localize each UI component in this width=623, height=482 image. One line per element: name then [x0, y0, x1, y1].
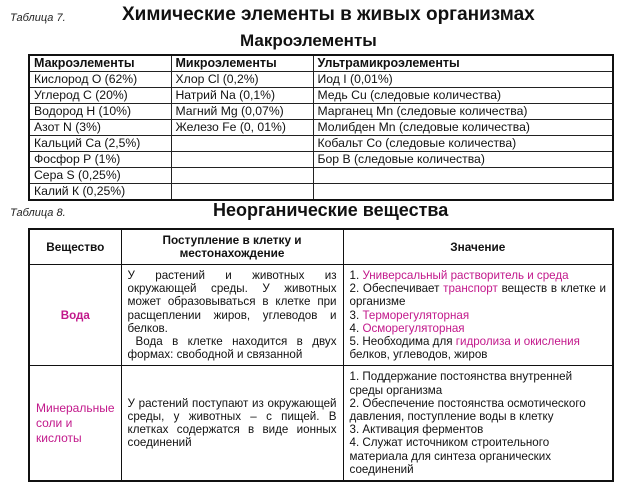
- meaning-minerals: [343, 366, 613, 481]
- header-intake: Поступление в клетку и местонахождение: [121, 229, 343, 265]
- intake-minerals: У растений поступают из окружающей среды, у животных – с пищей. В клетках содержатся в виде ионных соединений: [121, 366, 343, 481]
- meaning-text: белков, углеводов, жиров: [349, 348, 488, 362]
- substance-minerals: Минеральные соли и кислоты: [29, 366, 121, 481]
- meaning-highlight: Осморегуляторная: [362, 321, 465, 335]
- table-cell: Кобальт Co (следовые количества): [313, 136, 613, 152]
- table-row: [29, 152, 613, 168]
- table-cell: Молибден Mn (следовые количества): [313, 120, 613, 136]
- table-cell: [313, 184, 613, 201]
- meaning-item: [350, 282, 606, 308]
- inorganic-table: [28, 228, 614, 482]
- intake-water-forms: Вода в клетке находится в двух формах: свободной и связанной: [127, 335, 337, 362]
- table-cell: Кальций Са (2,5%): [29, 136, 171, 152]
- meaning-highlight: Терморегуляторная: [362, 308, 470, 322]
- table-cell: Водород Н (10%): [29, 104, 171, 120]
- table-row-water: [29, 265, 613, 366]
- table-row: [29, 184, 613, 201]
- table-cell: [171, 152, 313, 168]
- table-cell: Медь Cu (следовые количества): [313, 88, 613, 104]
- header-substance: Вещество: [29, 229, 121, 265]
- table-header-row: [29, 229, 613, 265]
- table-row: [29, 136, 613, 152]
- header-micro: Микроэлементы: [171, 55, 313, 72]
- meaning-water: [343, 265, 613, 366]
- meaning-item: [350, 269, 606, 282]
- table-cell: [313, 168, 613, 184]
- meaning-item: [350, 322, 606, 335]
- table-row: [29, 120, 613, 136]
- meaning-item: [350, 309, 606, 322]
- meaning-highlight: Универсальный растворитель и среда: [362, 269, 569, 282]
- table-row: [29, 168, 613, 184]
- table-cell: Хлор Cl (0,2%): [171, 72, 313, 88]
- table-row-minerals: [29, 366, 613, 481]
- table-row: [29, 72, 613, 88]
- table7-label: Таблица 7.: [10, 12, 66, 24]
- meaning-text: 2. Обеспечивает: [349, 282, 440, 296]
- substance-water: Вода: [29, 265, 121, 366]
- header-meaning: Значение: [343, 229, 613, 265]
- table8-label: Таблица 8.: [10, 207, 66, 219]
- table-cell: Марганец Mn (следовые количества): [313, 104, 613, 120]
- table-cell: Магний Mg (0,07%): [171, 104, 313, 120]
- header-macro: Макроэлементы: [29, 55, 171, 72]
- table-cell: [171, 136, 313, 152]
- table-cell: Углерод С (20%): [29, 88, 171, 104]
- item-number: 4.: [349, 321, 360, 335]
- table-header-row: [29, 55, 613, 72]
- table-cell: Калий К (0,25%): [29, 184, 171, 201]
- table-cell: Иод I (0,01%): [313, 72, 613, 88]
- table-cell: Фосфор Р (1%): [29, 152, 171, 168]
- item-number: 3.: [349, 308, 360, 322]
- table-cell: [171, 168, 313, 184]
- meaning-item: [350, 335, 606, 361]
- meaning-highlight: гидролиза и окисления: [455, 335, 580, 349]
- table-cell: Железо Fe (0, 01%): [171, 120, 313, 136]
- table8-title: Неорганические вещества: [213, 200, 449, 220]
- meaning-item: 1. Поддержание постоянства внутренней среды организма: [349, 370, 573, 397]
- meaning-text: веществ в клетке и организме: [349, 282, 606, 309]
- table-row: [29, 104, 613, 120]
- table-row: [29, 88, 613, 104]
- item-number: 1.: [349, 269, 360, 282]
- elements-table: [28, 54, 614, 201]
- header-ultramicro: Ультрамикроэлементы: [313, 55, 613, 72]
- table-cell: Натрий Na (0,1%): [171, 88, 313, 104]
- table7-title: Химические элементы в живых организмах: [122, 4, 535, 25]
- table-cell: Бор B (следовые количества): [313, 152, 613, 168]
- table-cell: [171, 184, 313, 201]
- intake-water: [121, 265, 343, 366]
- meaning-highlight: транспорт: [443, 282, 498, 296]
- meaning-item: 2. Обеспечение постоянства осмотического давления, поступление воды в клетку: [349, 396, 586, 424]
- meaning-item: 3. Активация ферментов: [349, 423, 484, 437]
- meaning-text: 5. Необходима для: [349, 335, 453, 349]
- meaning-item: 4. Служат источником строительного материала для синтеза органических соединений: [349, 436, 552, 476]
- table-cell: Азот N (3%): [29, 120, 171, 136]
- table7-subtitle: Макроэлементы: [240, 31, 377, 50]
- table-cell: Кислород О (62%): [29, 72, 171, 88]
- table-cell: Сера S (0,25%): [29, 168, 171, 184]
- intake-water-text: У растений и животных из окружающей среды. У животных может образовываться в клетке при расщеплении жиров, углеводов и белков.: [127, 269, 337, 335]
